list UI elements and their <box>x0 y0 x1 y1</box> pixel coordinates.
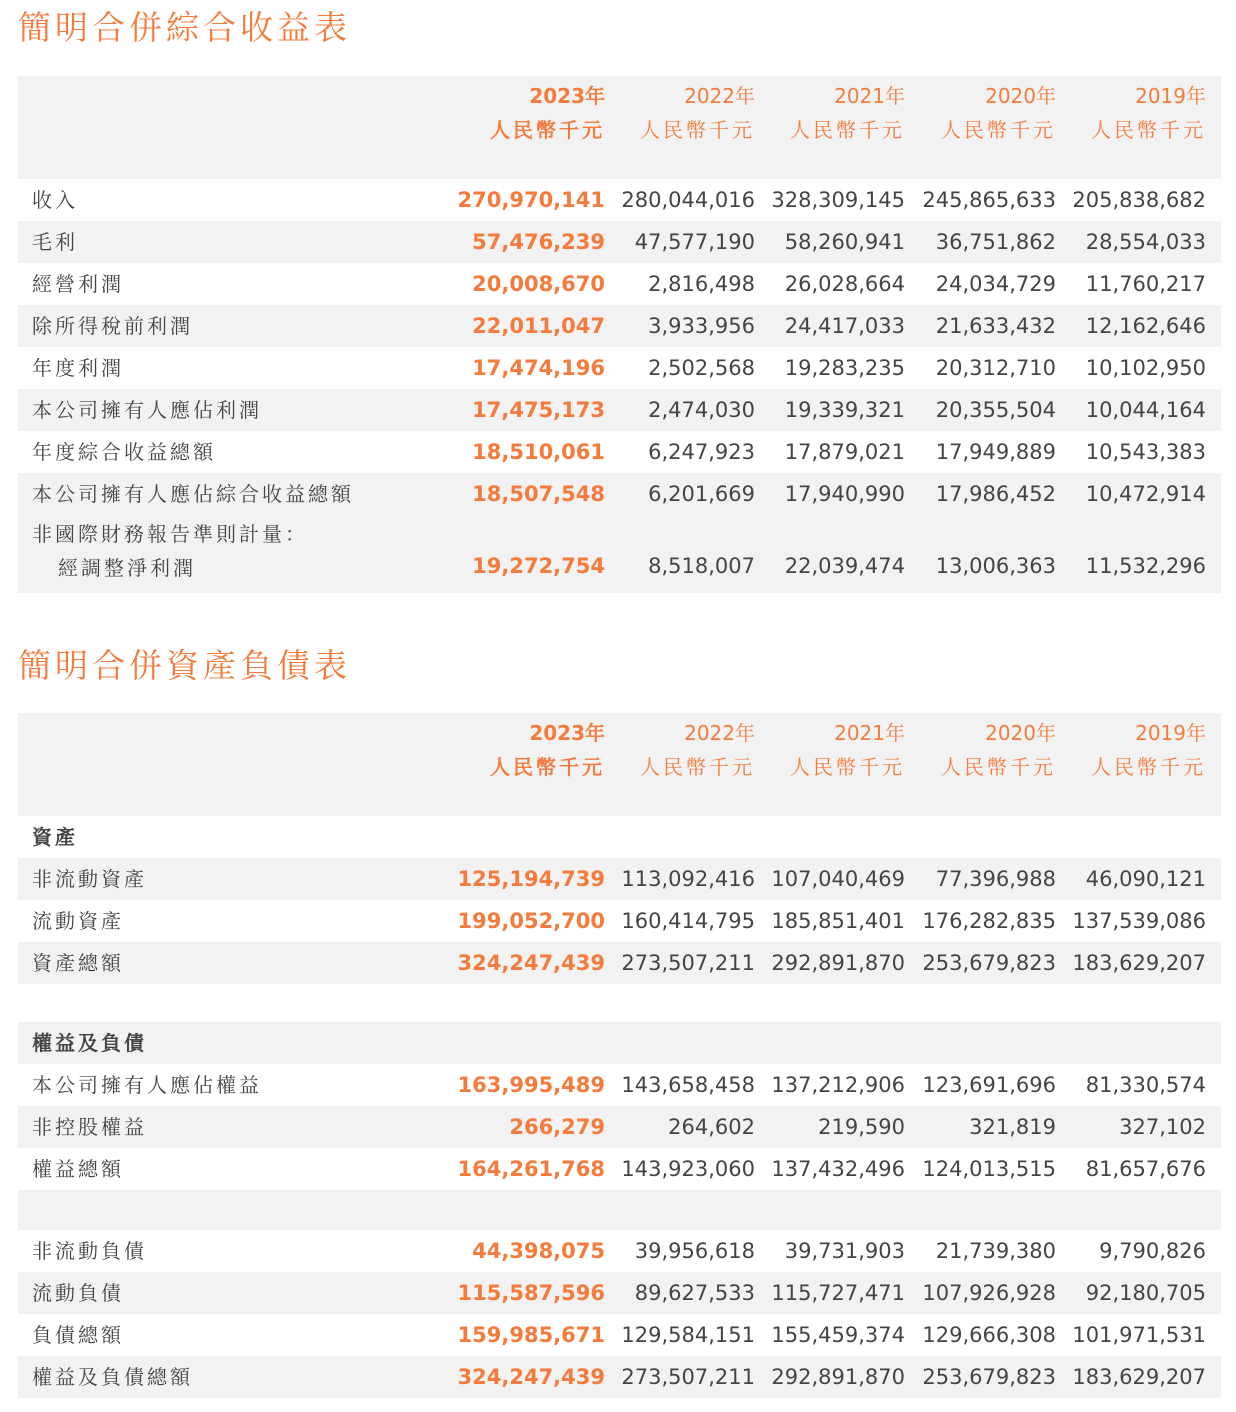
value-cell: 107,926,928 <box>922 1281 1056 1305</box>
value-cell: 17,940,990 <box>784 482 905 506</box>
section-header-equity-liabilities <box>18 1022 1221 1064</box>
income-rows <box>18 179 1221 515</box>
income-statement-table <box>18 76 1221 593</box>
value-cell: 81,657,676 <box>1085 1157 1206 1181</box>
currency-header: 人民幣千元 <box>640 118 755 142</box>
currency-header: 人民幣千元 <box>790 755 905 779</box>
table-row <box>18 263 1221 305</box>
row-label: 收入 <box>32 188 78 212</box>
row-label: 本公司擁有人應佔綜合收益總額 <box>32 482 354 506</box>
year-header: 2019年 <box>1135 84 1206 108</box>
liability-rows <box>18 1230 1221 1398</box>
row-label: 流動資產 <box>32 909 124 933</box>
year-header: 2019年 <box>1135 721 1206 745</box>
table-row <box>18 942 1221 984</box>
currency-header: 人民幣千元 <box>790 118 905 142</box>
table-row <box>18 389 1221 431</box>
balance-sheet-table <box>18 713 1221 1398</box>
value-cell: 266,279 <box>509 1115 605 1139</box>
value-cell: 245,865,633 <box>922 188 1056 212</box>
value-cell: 2,502,568 <box>648 356 755 380</box>
value-cell: 253,679,823 <box>922 951 1056 975</box>
header-row <box>18 76 1221 179</box>
value-cell: 280,044,016 <box>621 188 755 212</box>
year-header: 2023年 <box>529 721 605 745</box>
non-ifrs-row <box>18 515 1221 593</box>
row-label: 資產總額 <box>32 951 124 975</box>
value-cell: 58,260,941 <box>784 230 905 254</box>
value-cell: 92,180,705 <box>1085 1281 1206 1305</box>
value-cell: 101,971,531 <box>1072 1323 1206 1347</box>
value-cell: 13,006,363 <box>935 554 1056 578</box>
value-cell: 164,261,768 <box>457 1157 605 1181</box>
table-row <box>18 1230 1221 1272</box>
value-cell: 137,432,496 <box>771 1157 905 1181</box>
value-cell: 160,414,795 <box>621 909 755 933</box>
value-cell: 47,577,190 <box>634 230 755 254</box>
value-cell: 24,034,729 <box>935 272 1056 296</box>
row-label: 毛利 <box>32 230 78 254</box>
currency-header: 人民幣千元 <box>1091 755 1206 779</box>
value-cell: 21,633,432 <box>935 314 1056 338</box>
row-label: 流動負債 <box>32 1281 124 1305</box>
value-cell: 10,102,950 <box>1085 356 1206 380</box>
value-cell: 185,851,401 <box>771 909 905 933</box>
value-cell: 11,760,217 <box>1085 272 1206 296</box>
value-cell: 81,330,574 <box>1085 1073 1206 1097</box>
value-cell: 20,008,670 <box>472 272 605 296</box>
row-label: 非國際財務報告準則計量： <box>32 522 308 546</box>
value-cell: 273,507,211 <box>621 951 755 975</box>
spacer-shaded <box>18 1190 1221 1230</box>
currency-header: 人民幣千元 <box>941 755 1056 779</box>
value-cell: 328,309,145 <box>771 188 905 212</box>
row-label: 本公司擁有人應佔權益 <box>32 1073 262 1097</box>
value-cell: 253,679,823 <box>922 1365 1056 1389</box>
year-header: 2021年 <box>834 84 905 108</box>
value-cell: 137,539,086 <box>1072 909 1206 933</box>
value-cell: 123,691,696 <box>922 1073 1056 1097</box>
value-cell: 77,396,988 <box>935 867 1056 891</box>
value-cell: 18,510,061 <box>472 440 605 464</box>
row-label: 本公司擁有人應佔利潤 <box>32 398 262 422</box>
value-cell: 124,013,515 <box>922 1157 1056 1181</box>
value-cell: 17,474,196 <box>472 356 605 380</box>
value-cell: 10,543,383 <box>1085 440 1206 464</box>
row-label: 除所得稅前利潤 <box>32 314 193 338</box>
spacer <box>18 984 1221 1022</box>
value-cell: 324,247,439 <box>457 951 605 975</box>
value-cell: 20,355,504 <box>935 398 1056 422</box>
value-cell: 327,102 <box>1119 1115 1206 1139</box>
value-cell: 113,092,416 <box>621 867 755 891</box>
value-cell: 264,602 <box>668 1115 755 1139</box>
row-label: 權益及負債總額 <box>32 1365 193 1389</box>
value-cell: 39,956,618 <box>634 1239 755 1263</box>
year-header: 2020年 <box>985 721 1056 745</box>
value-cell: 205,838,682 <box>1072 188 1206 212</box>
value-cell: 17,949,889 <box>935 440 1056 464</box>
value-cell: 183,629,207 <box>1072 1365 1206 1389</box>
value-cell: 129,584,151 <box>621 1323 755 1347</box>
value-cell: 19,283,235 <box>784 356 905 380</box>
table-row <box>18 473 1221 515</box>
row-label: 年度利潤 <box>32 356 124 380</box>
year-header: 2023年 <box>529 84 605 108</box>
year-header: 2022年 <box>684 84 755 108</box>
value-cell: 57,476,239 <box>472 230 605 254</box>
value-cell: 292,891,870 <box>771 1365 905 1389</box>
table-row <box>18 1064 1221 1106</box>
section-label: 權益及負債 <box>32 1031 147 1055</box>
row-label: 權益總額 <box>32 1157 124 1181</box>
value-cell: 11,532,296 <box>1085 554 1206 578</box>
currency-header: 人民幣千元 <box>640 755 755 779</box>
value-cell: 39,731,903 <box>784 1239 905 1263</box>
table-row <box>18 900 1221 942</box>
table-row <box>18 305 1221 347</box>
value-cell: 292,891,870 <box>771 951 905 975</box>
value-cell: 8,518,007 <box>648 554 755 578</box>
value-cell: 143,923,060 <box>621 1157 755 1181</box>
value-cell: 273,507,211 <box>621 1365 755 1389</box>
value-cell: 22,039,474 <box>784 554 905 578</box>
value-cell: 176,282,835 <box>922 909 1056 933</box>
currency-header: 人民幣千元 <box>1091 118 1206 142</box>
table-row <box>18 1272 1221 1314</box>
header-row <box>18 713 1221 816</box>
currency-header: 人民幣千元 <box>490 118 605 142</box>
value-cell: 26,028,664 <box>784 272 905 296</box>
value-cell: 159,985,671 <box>457 1323 605 1347</box>
value-cell: 115,587,596 <box>457 1281 605 1305</box>
table-row <box>18 347 1221 389</box>
value-cell: 19,272,754 <box>472 554 605 578</box>
value-cell: 129,666,308 <box>922 1323 1056 1347</box>
balance-sheet-title: 簡明合併資產負債表 <box>18 646 351 685</box>
table-row <box>18 1148 1221 1190</box>
value-cell: 18,507,548 <box>472 482 605 506</box>
value-cell: 17,475,173 <box>472 398 605 422</box>
value-cell: 163,995,489 <box>457 1073 605 1097</box>
value-cell: 17,879,021 <box>784 440 905 464</box>
row-label: 非流動負債 <box>32 1239 147 1263</box>
row-label: 非控股權益 <box>32 1115 147 1139</box>
value-cell: 21,739,380 <box>935 1239 1056 1263</box>
value-cell: 107,040,469 <box>771 867 905 891</box>
value-cell: 28,554,033 <box>1085 230 1206 254</box>
table-row <box>18 1106 1221 1148</box>
currency-header: 人民幣千元 <box>490 755 605 779</box>
income-statement-title: 簡明合併綜合收益表 <box>18 8 351 47</box>
value-cell: 115,727,471 <box>771 1281 905 1305</box>
table-row <box>18 858 1221 900</box>
value-cell: 6,247,923 <box>648 440 755 464</box>
value-cell: 270,970,141 <box>457 188 605 212</box>
value-cell: 19,339,321 <box>784 398 905 422</box>
value-cell: 6,201,669 <box>648 482 755 506</box>
table-row <box>18 179 1221 221</box>
value-cell: 137,212,906 <box>771 1073 905 1097</box>
row-label: 經營利潤 <box>32 272 124 296</box>
value-cell: 20,312,710 <box>935 356 1056 380</box>
value-cell: 9,790,826 <box>1099 1239 1206 1263</box>
row-label: 年度綜合收益總額 <box>32 440 216 464</box>
section-label: 資產 <box>32 825 78 849</box>
table-row <box>18 1314 1221 1356</box>
value-cell: 2,474,030 <box>648 398 755 422</box>
year-header: 2021年 <box>834 721 905 745</box>
value-cell: 17,986,452 <box>935 482 1056 506</box>
value-cell: 199,052,700 <box>457 909 605 933</box>
value-cell: 2,816,498 <box>648 272 755 296</box>
value-cell: 44,398,075 <box>472 1239 605 1263</box>
table-row <box>18 1356 1221 1398</box>
year-header: 2022年 <box>684 721 755 745</box>
value-cell: 24,417,033 <box>784 314 905 338</box>
row-label: 經調整淨利潤 <box>58 556 196 580</box>
asset-rows <box>18 858 1221 984</box>
value-cell: 183,629,207 <box>1072 951 1206 975</box>
value-cell: 46,090,121 <box>1085 867 1206 891</box>
value-cell: 22,011,047 <box>472 314 605 338</box>
value-cell: 3,933,956 <box>648 314 755 338</box>
currency-header: 人民幣千元 <box>941 118 1056 142</box>
equity-rows <box>18 1064 1221 1190</box>
value-cell: 12,162,646 <box>1085 314 1206 338</box>
row-label: 負債總額 <box>32 1323 124 1347</box>
value-cell: 155,459,374 <box>771 1323 905 1347</box>
year-header: 2020年 <box>985 84 1056 108</box>
value-cell: 321,819 <box>969 1115 1056 1139</box>
value-cell: 10,472,914 <box>1085 482 1206 506</box>
section-header-assets <box>18 816 1221 858</box>
value-cell: 324,247,439 <box>457 1365 605 1389</box>
value-cell: 89,627,533 <box>634 1281 755 1305</box>
value-cell: 219,590 <box>818 1115 905 1139</box>
value-cell: 36,751,862 <box>935 230 1056 254</box>
table-row <box>18 221 1221 263</box>
table-row <box>18 431 1221 473</box>
value-cell: 143,658,458 <box>621 1073 755 1097</box>
row-label: 非流動資產 <box>32 867 147 891</box>
value-cell: 10,044,164 <box>1085 398 1206 422</box>
value-cell: 125,194,739 <box>457 867 605 891</box>
